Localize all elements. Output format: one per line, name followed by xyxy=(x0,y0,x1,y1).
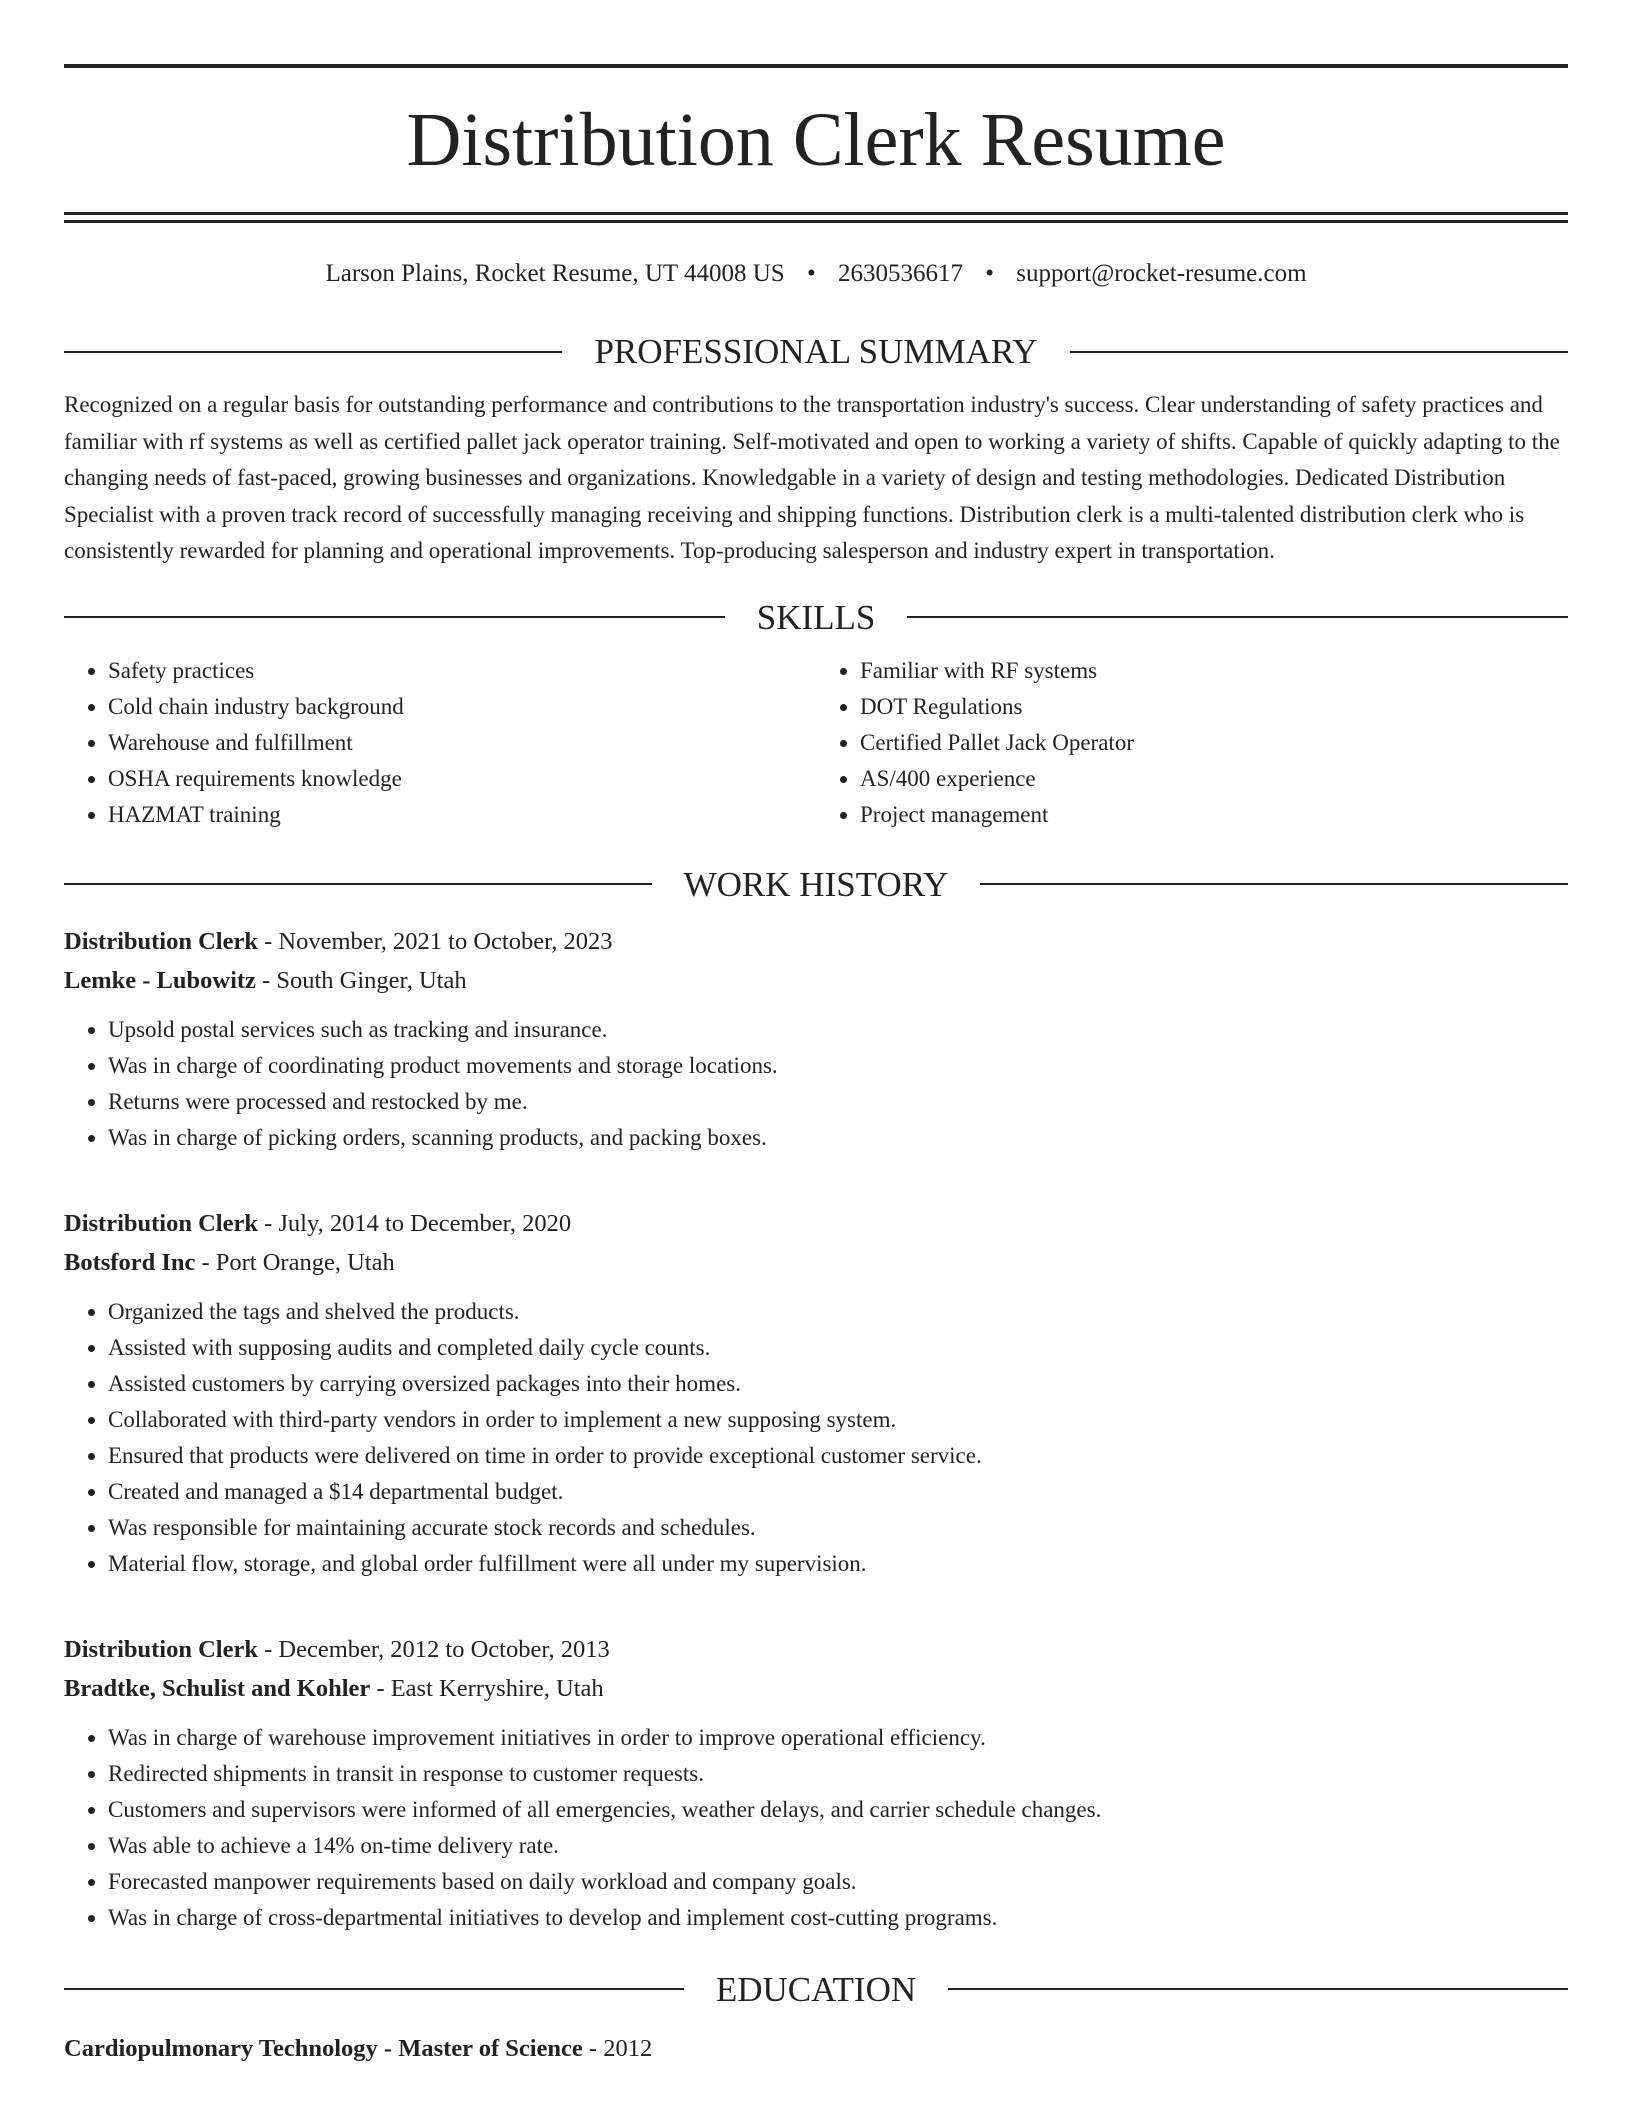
job-bullet: • Was in charge of warehouse improvement initiatives in order to improve operational efficiency. xyxy=(108,1720,1568,1756)
job-location: - East Kerryshire, Utah xyxy=(370,1674,604,1702)
education-degree: Cardiopulmonary Technology - Master of Science xyxy=(64,2034,583,2062)
job-title: Distribution Clerk xyxy=(64,1635,258,1663)
skills-list-right xyxy=(816,653,1568,833)
skill-item: • Safety practices xyxy=(108,653,816,689)
job-bullet: • Forecasted manpower requirements based on daily workload and company goals. xyxy=(108,1864,1568,1900)
job-bullet: • Was in charge of cross-departmental initiatives to develop and implement cost-cutting programs. xyxy=(108,1900,1568,1936)
skill-item: • AS/400 experience xyxy=(860,761,1568,797)
resume-page xyxy=(64,0,1568,2067)
skills-heading: SKILLS xyxy=(756,597,876,637)
job-bullet: • Was responsible for maintaining accurate stock records and schedules. xyxy=(108,1510,1568,1546)
work-history-heading: WORK HISTORY xyxy=(683,864,949,904)
contact-email: support@rocket-resume.com xyxy=(1016,260,1307,287)
summary-text: Recognized on a regular basis for outstanding performance and contributions to the transportation industry's success. Clear understanding of safety practices and familiar with rf systems as well as certified pallet jack operator training. Self-motivated and open to working a variety of shifts. Capable of quickly adapting to the changing needs of fast-paced, growing businesses and organizations. Knowledgable in a variety of design and testing methodologies. Dedicated Distribution Specialist with a proven track record of successfully managing receiving and shipping functions. Distribution clerk is a multi-talented distribution clerk who is consistently rewarded for planning and operational improvements. Top-producing salesperson and industry expert in transportation. xyxy=(64,392,1560,563)
job-entry xyxy=(64,922,1568,1156)
job-dates: - November, 2021 to October, 2023 xyxy=(257,927,613,955)
skill-item: • Project management xyxy=(860,797,1568,833)
job-bullet: • Was in charge of coordinating product movements and storage locations. xyxy=(108,1048,1568,1084)
job-bullet: • Material flow, storage, and global order fulfillment were all under my supervision. xyxy=(108,1546,1568,1582)
job-company-line xyxy=(64,1243,1568,1282)
job-entry xyxy=(64,1204,1568,1582)
skill-item: • Warehouse and fulfillment xyxy=(108,725,816,761)
section-rule-left xyxy=(64,1988,684,1990)
contact-separator: • xyxy=(985,260,994,287)
education-year: - 2012 xyxy=(582,2034,653,2062)
job-bullet: • Collaborated with third-party vendors in order to implement a new supposing system. xyxy=(108,1402,1568,1438)
skill-item: • Cold chain industry background xyxy=(108,689,816,725)
job-location: - Port Orange, Utah xyxy=(195,1248,395,1276)
section-rule-right xyxy=(1070,351,1568,353)
title-double-rule xyxy=(64,212,1568,223)
job-dates: - December, 2012 to October, 2013 xyxy=(257,1635,610,1663)
work-history-section-header xyxy=(64,864,1568,904)
job-bullet: • Upsold postal services such as tracking and insurance. xyxy=(108,1012,1568,1048)
job-bullet: • Redirected shipments in transit in response to customer requests. xyxy=(108,1756,1568,1792)
contact-separator: • xyxy=(806,260,816,287)
job-bullet: • Was in charge of picking orders, scanning products, and packing boxes. xyxy=(108,1120,1568,1156)
summary-heading: PROFESSIONAL SUMMARY xyxy=(594,332,1038,371)
job-bullets xyxy=(64,1720,1568,1936)
job-dates: - July, 2014 to December, 2020 xyxy=(257,1209,572,1237)
section-rule-right xyxy=(948,1988,1568,1990)
job-bullet: • Customers and supervisors were informed of all emergencies, weather delays, and carrier schedule changes. xyxy=(108,1792,1568,1828)
skills-columns xyxy=(64,653,1568,833)
job-bullets xyxy=(64,1012,1568,1156)
job-location: - South Ginger, Utah xyxy=(255,966,467,994)
skills-section-header xyxy=(64,597,1568,637)
job-title-line xyxy=(64,1204,1568,1243)
job-bullet: • Was able to achieve a 14% on-time delivery rate. xyxy=(108,1828,1568,1864)
education-heading: EDUCATION xyxy=(715,1969,917,2009)
job-company-line xyxy=(64,961,1568,1000)
job-bullet: • Created and managed a $14 departmental budget. xyxy=(108,1474,1568,1510)
skill-item: • Certified Pallet Jack Operator xyxy=(860,725,1568,761)
job-title-line xyxy=(64,1630,1568,1669)
job-company-line xyxy=(64,1669,1568,1708)
summary-section-header xyxy=(64,334,1568,369)
section-rule-right xyxy=(907,616,1568,618)
section-rule-right xyxy=(980,883,1568,885)
job-bullet: • Ensured that products were delivered on time in order to provide exceptional customer service. xyxy=(108,1438,1568,1474)
education-entry xyxy=(64,2031,1568,2067)
contact-line xyxy=(64,261,1568,286)
top-rule xyxy=(64,64,1568,68)
resume-title: Distribution Clerk Resume xyxy=(406,98,1226,182)
job-title-line xyxy=(64,922,1568,961)
skill-item: • OSHA requirements knowledge xyxy=(108,761,816,797)
job-entry xyxy=(64,1630,1568,1936)
education-section-header xyxy=(64,1969,1568,2009)
skill-item: • Familiar with RF systems xyxy=(860,653,1568,689)
section-rule-left xyxy=(64,883,652,885)
section-rule-left xyxy=(64,351,562,353)
skills-list-left xyxy=(64,653,816,833)
job-bullet: • Returns were processed and restocked by me. xyxy=(108,1084,1568,1120)
skill-item: • DOT Regulations xyxy=(860,689,1568,725)
job-company: Bradtke, Schulist and Kohler xyxy=(64,1674,371,1702)
job-bullet: • Organized the tags and shelved the products. xyxy=(108,1294,1568,1330)
job-bullet: • Assisted customers by carrying oversized packages into their homes. xyxy=(108,1366,1568,1402)
job-company: Lemke - Lubowitz xyxy=(64,966,256,994)
job-title: Distribution Clerk xyxy=(64,927,258,955)
contact-phone: 2630536617 xyxy=(837,260,963,287)
section-rule-left xyxy=(64,616,725,618)
contact-address: Larson Plains, Rocket Resume, UT 44008 US xyxy=(325,260,785,287)
job-company: Botsford Inc xyxy=(64,1248,196,1276)
skill-item: • HAZMAT training xyxy=(108,797,816,833)
job-bullet: • Assisted with supposing audits and completed daily cycle counts. xyxy=(108,1330,1568,1366)
job-bullets xyxy=(64,1294,1568,1582)
job-title: Distribution Clerk xyxy=(64,1209,258,1237)
